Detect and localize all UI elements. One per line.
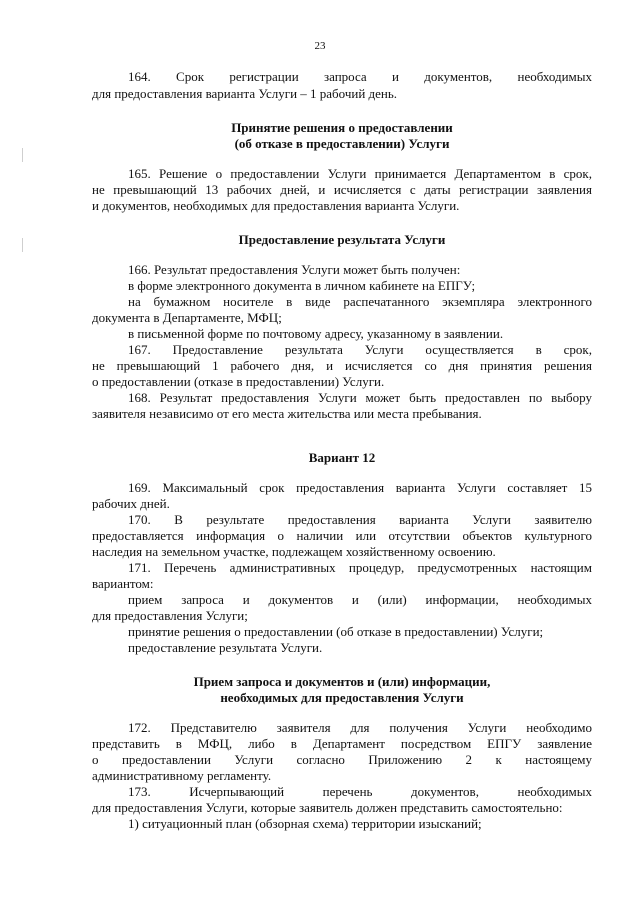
page-number: 23 [314,40,326,52]
paragraph-line: предоставляется информация о наличии или отсутствии объектов культурного [92,528,592,543]
section-heading: (об отказе в предоставлении) Услуги [234,136,450,151]
section-heading: Принятие решения о предоставлении [231,120,453,135]
paragraph-line: для предоставления Услуги; [92,608,248,623]
paragraph-line: 168. Результат предоставления Услуги может быть предоставлен по выбору [128,390,592,405]
paragraph-line: для предоставления Услуги, которые заявитель должен представить самостоятельно: [92,800,563,815]
paragraph-line: предоставление результата Услуги. [128,640,323,655]
paragraph-line: 172. Представителю заявителя для получения Услуги необходимо [128,720,592,735]
paragraph-line: представить в МФЦ, либо в Департамент посредством ЕПГУ заявление [92,736,592,751]
paragraph-line: наследия на земельном участке, подлежащем хозяйственному освоению. [92,544,496,559]
paragraph-line: о предоставлении (отказе в предоставлении) Услуги. [92,374,385,389]
margin-mark [22,238,23,252]
margin-mark [22,148,23,162]
paragraph-line: 166. Результат предоставления Услуги может быть получен: [128,262,461,277]
paragraph-line: рабочих дней. [92,496,170,511]
paragraph-line: для предоставления варианта Услуги – 1 рабочий день. [92,86,398,101]
paragraph-line: о предоставлении Услуги согласно Приложению 2 к настоящему [92,752,592,767]
paragraph-line: документа в Департаменте, МФЦ; [92,310,282,325]
section-heading: Предоставление результата Услуги [238,232,446,247]
paragraph-line: 170. В результате предоставления варианта Услуги заявителю [128,512,592,527]
paragraph-line: не превышающий 1 рабочего дня, и исчисляется со дня принятия решения [92,358,592,373]
paragraph-line: 169. Максимальный срок предоставления варианта Услуги составляет 15 [128,480,592,495]
paragraph-line: 165. Решение о предоставлении Услуги принимается Департаментом в срок, [128,166,592,181]
paragraph-line: 164. Срок регистрации запроса и документов, необходимых [128,69,592,84]
paragraph-line: вариантом: [92,576,154,591]
section-heading: Прием запроса и документов и (или) информации, [193,674,491,689]
section-heading: необходимых для предоставления Услуги [220,690,464,705]
section-heading: Вариант 12 [308,450,376,465]
paragraph-line: 167. Предоставление результата Услуги осуществляется в срок, [128,342,592,357]
paragraph-line: 173. Исчерпывающий перечень документов, необходимых [128,784,592,799]
paragraph-line: не превышающий 13 рабочих дней, и исчисляется с даты регистрации заявления [92,182,592,197]
paragraph-line: заявителя независимо от его места жительства или места пребывания. [92,406,482,421]
paragraph-line: 171. Перечень административных процедур, предусмотренных настоящим [128,560,592,575]
paragraph-line: и документов, необходимых для предоставления варианта Услуги. [92,198,460,213]
paragraph-line: на бумажном носителе в виде распечатанного экземпляра электронного [128,294,592,309]
paragraph-line: прием запроса и документов и (или) информации, необходимых [128,592,592,607]
paragraph-line: в письменной форме по почтовому адресу, указанному в заявлении. [128,326,504,341]
paragraph-line: административному регламенту. [92,768,272,783]
paragraph-line: принятие решения о предоставлении (об отказе в предоставлении) Услуги; [128,624,544,639]
paragraph-line: 1) ситуационный план (обзорная схема) территории изысканий; [128,816,482,831]
paragraph-line: в форме электронного документа в личном кабинете на ЕПГУ; [128,278,476,293]
